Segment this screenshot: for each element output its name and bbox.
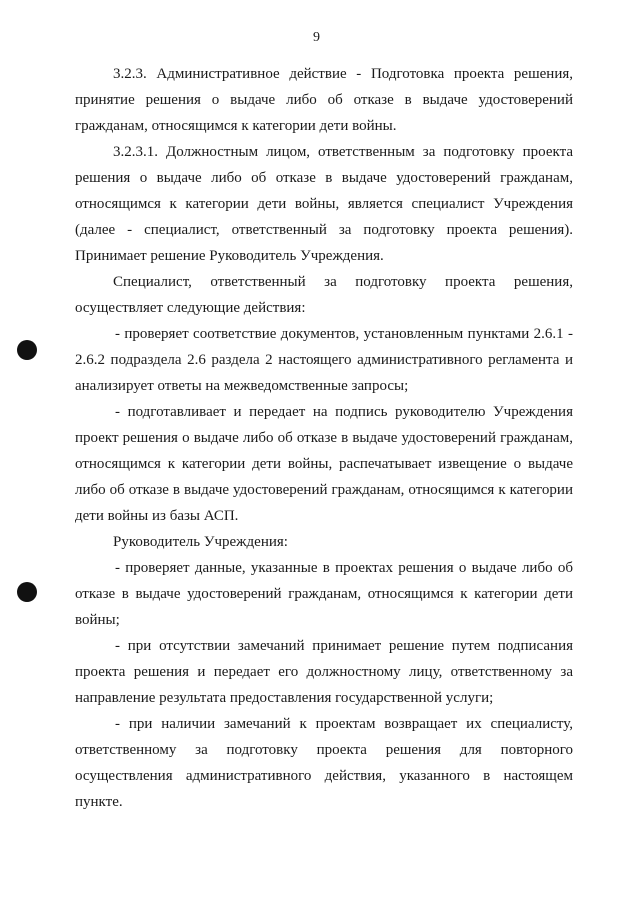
paragraph-specialist-check: - проверяет соответствие документов, установленным пунктами 2.6.1 - 2.6.2 подраздела 2.6 раздела 2 настоящего административного регламента и анализирует ответы на межведомственные запросы; [75,326,573,394]
paragraph-head-intro: Руководитель Учреждения: [113,534,288,550]
paragraph-3-2-3: 3.2.3. Административное действие - Подготовка проекта решения, принятие решения о выдаче либо об отказе в выдаче удостоверений гражданам, относящимся к категории дети войны. [75,66,573,134]
paragraph-specialist-prepare: - подготавливает и передает на подпись руководителю Учреждения проект решения о выдаче либо об отказе в выдаче удостоверений гражданам, относящимся к категории дети войны, распечатывает извещение о выдаче либо об отказе в выдаче удостоверений гражданам, относящимся к категории дети войны из базы АСП. [75,404,573,524]
page-number: 9 [313,30,320,45]
paragraph-head-return: - при наличии замечаний к проектам возвращает их специалисту, ответственному за подготовку проекта решения для повторного осуществления административного действия, указанного в настоящем пункте. [75,716,573,810]
paragraph-head-check: - проверяет данные, указанные в проектах решения о выдаче либо об отказе в выдаче удостоверений гражданам, относящимся к категории дети войны; [75,560,573,628]
paragraph-head-approve: - при отсутствии замечаний принимает решение путем подписания проекта решения и передает его должностному лицу, ответственному за направление результата предоставления государственной услуги; [75,638,573,706]
paragraph-specialist-intro: Специалист, ответственный за подготовку проекта решения, осуществляет следующие действия: [75,274,573,316]
document-body [75,61,573,815]
punch-hole-mark [17,582,37,602]
punch-hole-mark [17,340,37,360]
paragraph-3-2-3-1: 3.2.3.1. Должностным лицом, ответственным за подготовку проекта решения о выдаче либо об отказе в выдаче удостоверений гражданам, относящимся к категории дети войны, является специалист Учреждения (далее - специалист, ответственный за подготовку проекта решения). Принимает решение Руководитель Учреждения. [75,144,573,264]
